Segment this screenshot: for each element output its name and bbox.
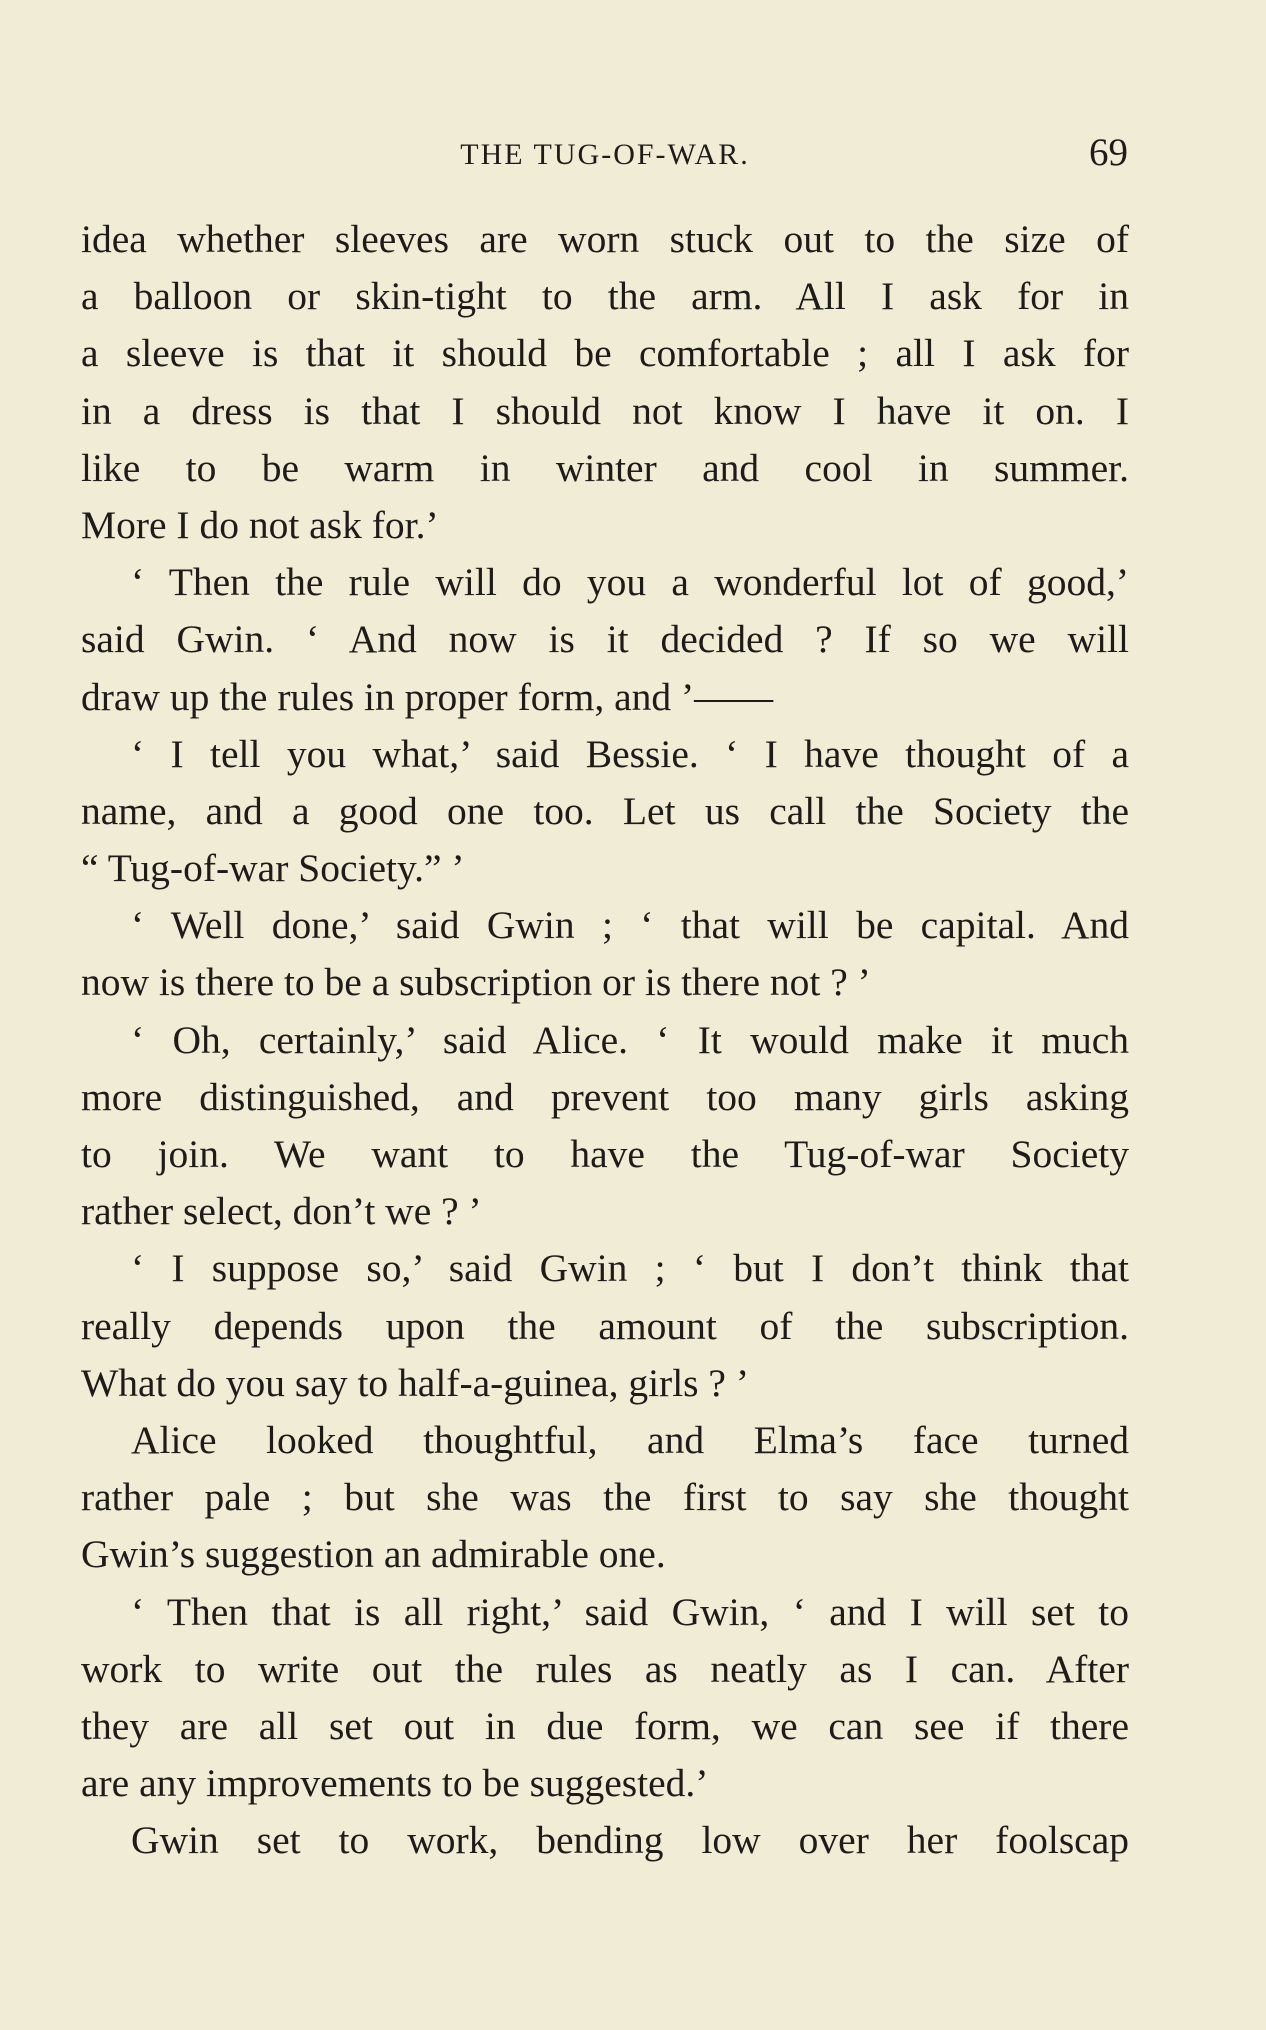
text-line: ‘ Then that is all right,’ said Gwin, ‘ and I will set to <box>131 1589 1129 1634</box>
text-line: draw up the rules in proper form, and ’—— <box>81 674 774 719</box>
running-head <box>81 130 1129 182</box>
text-line: ‘ I tell you what,’ said Bessie. ‘ I have thought of a <box>131 731 1129 776</box>
text-line: in a dress is that I should not know I have it on. I <box>81 388 1129 433</box>
text-line: Alice looked thoughtful, and Elma’s face turned <box>131 1417 1129 1462</box>
body-text <box>81 211 1129 1869</box>
chapter-title: THE TUG-OF-WAR. <box>460 138 750 171</box>
text-line: name, and a good one too. Let us call the Society the <box>81 788 1129 833</box>
text-line: more distinguished, and prevent too many girls asking <box>81 1074 1129 1119</box>
text-line: to join. We want to have the Tug-of-war Society <box>81 1132 1129 1176</box>
text-line: rather select, don’t we ? ’ <box>81 1189 482 1234</box>
text-line: Gwin set to work, bending low over her foolscap <box>131 1818 1129 1863</box>
text-line: Gwin’s suggestion an admirable one. <box>81 1532 666 1577</box>
text-line: really depends upon the amount of the subscription. <box>81 1303 1129 1348</box>
text-line: work to write out the rules as neatly as I can. After <box>81 1646 1129 1691</box>
text-line: they are all set out in due form, we can see if there <box>81 1703 1129 1748</box>
page-number: 69 <box>1089 131 1128 174</box>
text-line: ‘ Oh, certainly,’ said Alice. ‘ It would make it much <box>131 1017 1129 1062</box>
text-line: “ Tug-of-war Society.” ’ <box>81 846 465 891</box>
text-line: said Gwin. ‘ And now is it decided ? If so we will <box>81 617 1129 662</box>
text-line: like to be warm in winter and cool in summer. <box>81 445 1129 490</box>
text-line: ‘ Then the rule will do you a wonderful lot of good,’ <box>131 560 1129 605</box>
text-line: More I do not ask for.’ <box>81 502 439 547</box>
text-line: ‘ I suppose so,’ said Gwin ; ‘ but I don’t think that <box>131 1246 1129 1291</box>
text-line: a sleeve is that it should be comfortable ; all I ask for <box>81 331 1129 376</box>
text-line: What do you say to half-a-guinea, girls ? ’ <box>81 1360 749 1405</box>
text-line: rather pale ; but she was the first to say she thought <box>81 1475 1129 1520</box>
text-line: ‘ Well done,’ said Gwin ; ‘ that will be capital. And <box>131 903 1129 948</box>
text-line: now is there to be a subscription or is there not ? ’ <box>81 960 871 1005</box>
text-line: are any improvements to be suggested.’ <box>81 1761 709 1806</box>
text-line: idea whether sleeves are worn stuck out to the size of <box>81 217 1129 261</box>
text-line: a balloon or skin-tight to the arm. All I ask for in <box>81 274 1129 319</box>
